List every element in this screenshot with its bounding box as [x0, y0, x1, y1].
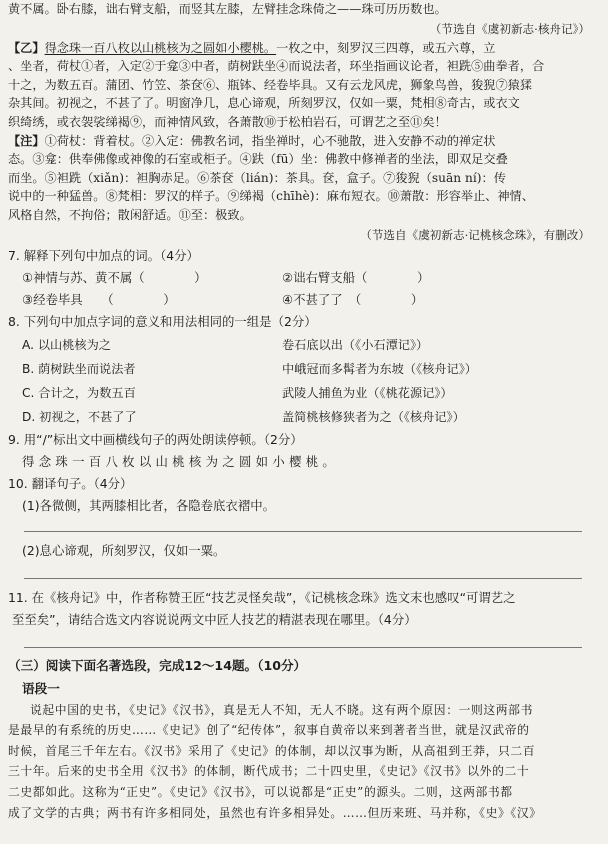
section-3-line: 三十年。后来的史书全用《汉书》的体制，断代成书；二十四史里，《史记》《汉书》以外的二十: [8, 764, 530, 779]
option-left: C. 合计之，为数五百: [22, 385, 136, 400]
notes-line-5: 风格自然，不拘俗；散闲舒适。⑪至：极致。: [8, 207, 252, 222]
q11-line-2: 至至矣”，请结合选文内容说说两文中匠人技艺的精湛表现在哪里。（4分）: [12, 611, 417, 627]
option-right: 中峨冠而多髯者为东坡（《核舟记》）: [282, 361, 477, 376]
option-left: D. 初视之，不甚了了: [22, 409, 137, 424]
passage-b-line-4: 杂其间。初视之，不甚了了。明窗净几，息心谛观，所刻罗汉，仅如一粟，梵相⑧奇古，或衣文: [8, 96, 520, 111]
q7-item: ②诎右臂支船（ ）: [282, 269, 430, 285]
q9-stem: 9. 用“/”标出文中画横线句子的两处朗读停顿。（2分）: [8, 431, 303, 447]
q8-stem: 8. 下列句中加点字词的意义和用法相同的一组是（2分）: [8, 313, 317, 329]
passage-a-end: 黄不属。卧右膝，诎右臂支船，而竖其左膝，左臂挂念珠倚之——珠可历历数也。: [8, 2, 447, 16]
q8-option-b: [8, 357, 598, 381]
notes-line-1: [8, 132, 598, 151]
section-3-line: 说起中国的史书，《史记》《汉书》，真是无人不知，无人不晓。这有两个原因：一则这两部书: [30, 702, 533, 717]
notes-text: ①荷杖：背着杖。②入定：佛教名词，指坐禅时，心不驰散，进入安静不动的禅定状: [44, 133, 496, 148]
option-left: B. 荫树趺坐而说法者: [22, 361, 136, 376]
option-left: A. 以山桃核为之: [22, 337, 111, 352]
q7-item: ①神情与苏、黄不属（ ）: [22, 269, 207, 285]
passage-b-line-5: 织绮绣，或衣袈裟绨褐⑨，而神情风致，各萧散⑩于松柏岩石，可谓艺之至⑪矣！: [8, 114, 447, 129]
notes-line-4: 说中的一种猛兽。⑧梵相：罗汉的样子。⑨绨褐（chīhè)：麻布短衣。⑩萧散：形容举止、神情、: [8, 189, 534, 204]
underlined-sentence: 得念珠一百八枚以山桃核为之圆如小樱桃。: [44, 40, 277, 55]
passage-b-text: 一枚之中，刻罗汉三四尊，或五六尊，立: [276, 40, 496, 55]
option-right: 盖简桃核修狭者为之（《核舟记》）: [282, 409, 465, 424]
option-right: 卷石底以出（《小石潭记》）: [282, 337, 429, 352]
section-3-line: 二史都如此。这称为“正史”。《史记》《汉书》，可以说都是“正史”的源头。二则，这两部书都: [8, 784, 513, 799]
q7-item: ③经卷毕具 （ ）: [22, 291, 176, 307]
q8-option-a: [8, 333, 598, 357]
answer-line[interactable]: [24, 647, 582, 648]
q10-sentence-2: (2)息心谛观，所刻罗汉，仅如一粟。: [22, 542, 226, 558]
passage-b-label: 【乙】: [8, 40, 45, 55]
notes-label: 【注】: [8, 133, 45, 148]
option-right: 武陵人捕鱼为业（《桃花源记》）: [282, 385, 453, 400]
section-3-title: （三）阅读下面名著选段，完成12～14题。（10分）: [8, 657, 307, 673]
section-3-line: 时候，首尾三千年左右。《汉书》采用了《史记》的体制，却以汉事为断，从高祖到王莽，只二百: [8, 743, 536, 758]
notes-line-3: 而坐。⑤袒跣（xiǎn)：袒胸赤足。⑥茶奁（lián)：茶具。奁，盒子。⑦狻猊（suān ní)：传: [8, 170, 506, 185]
q8-option-d: [8, 405, 598, 429]
q7-row-1: [8, 267, 598, 289]
q10-stem: 10. 翻译句子。（4分）: [8, 475, 133, 491]
q8-option-c: [8, 381, 598, 405]
source-b: （节选自《虞初新志·记桃核念珠》，有删改）: [360, 227, 590, 242]
notes-line-2: 态。③龛：供奉佛像或神像的石室或柜子。④趺（fū）坐：佛教中修禅者的坐法，即双足交叠: [8, 152, 508, 167]
passage-b-line-3: 十之，为数五百。蒲团、竹笠、茶奁⑥、瓶钵、经卷毕具。又有云龙风虎，狮象鸟兽，狻猊⑦猿猱: [8, 77, 533, 92]
passage-b-line-2: 、坐者，荷杖①者，入定②于龛③中者，荫树趺坐④而说法者，环坐指画议论者，袒跣⑤曲拳者，合: [8, 59, 545, 74]
q11-line-1: 11. 在《核舟记》中，作者称赞王匠“技艺灵怪矣哉”，《记桃核念珠》选文末也感叹“可谓艺之: [8, 589, 516, 605]
q7-row-2: [8, 289, 598, 311]
source-a: （节选自《虞初新志·核舟记》）: [429, 21, 590, 36]
answer-line[interactable]: [24, 531, 582, 532]
section-3-line: 成了文学的古典；两书有许多相同处，虽然也有许多相异处。……但历来班、马并称，《史》《汉》: [8, 805, 542, 820]
q7-item: ④不甚了了 （ ）: [282, 291, 424, 307]
q9-sentence[interactable]: 得念珠一百八枚以山桃核为之圆如小樱桃。: [22, 453, 340, 469]
answer-line[interactable]: [24, 578, 582, 579]
section-3-line: 是最早的有系统的历史……《史记》创了“纪传体”，叙事自黄帝以来到著者当世，就是汉武帝的: [8, 723, 530, 738]
q7-stem: 7. 解释下列句中加点的词。（4分）: [8, 247, 199, 263]
q10-sentence-1: (1)各微侧，其两膝相比者，各隐卷底衣褶中。: [22, 497, 275, 513]
passage-b-line-1: [8, 39, 598, 58]
passage-title: 语段一: [22, 680, 60, 696]
